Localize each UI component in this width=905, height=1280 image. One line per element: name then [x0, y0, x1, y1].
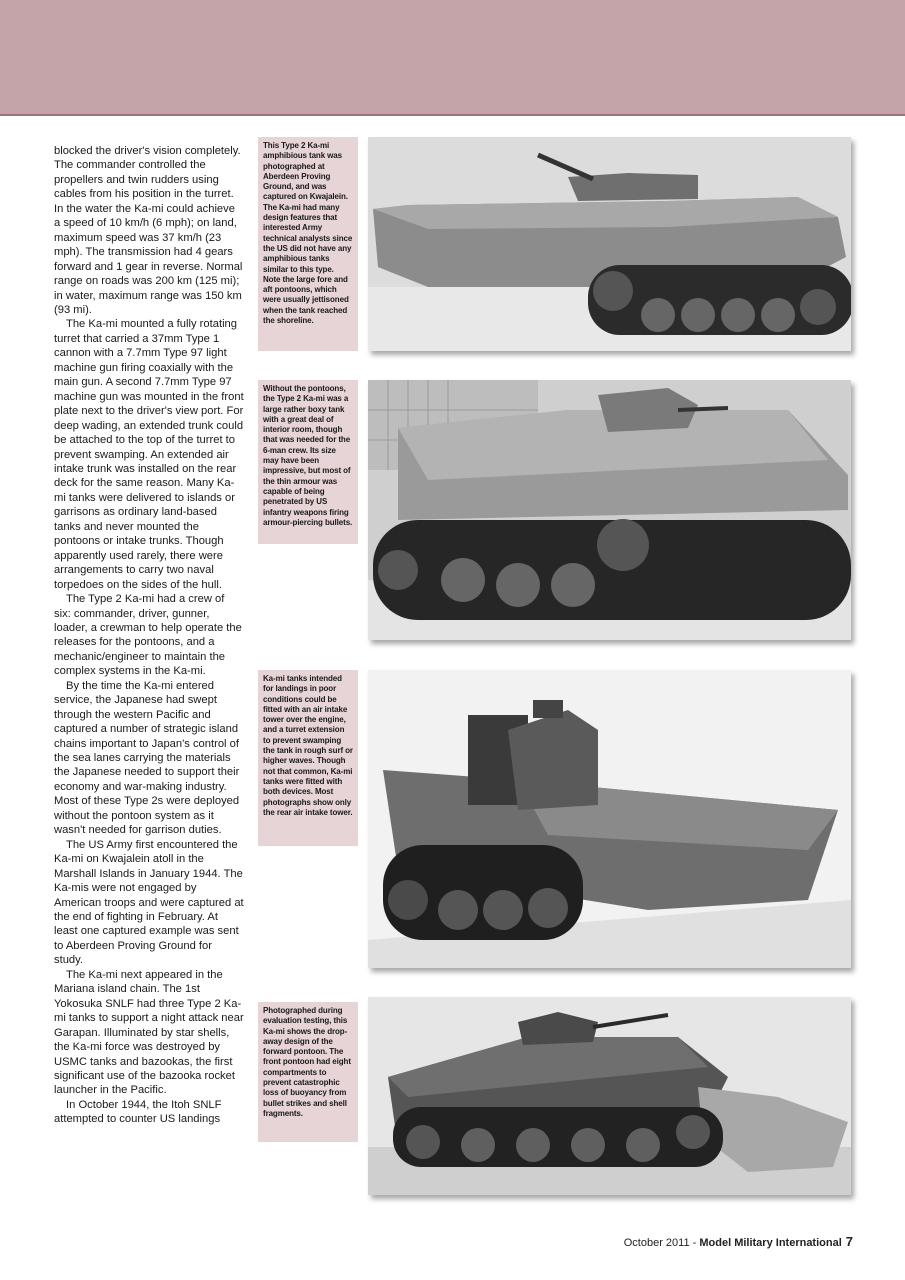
photo-caption-4: Photographed during evaluation testing, this Ka-mi shows the drop-away design of the forward pontoon. The front pontoon had eight compartments to prevent catastrophic loss of buoyancy from bullet strikes and shell fragments.	[258, 1002, 358, 1142]
body-paragraph: The Ka-mi mounted a fully rotating turret that carried a 37mm Type 1 cannon with a 7.7mm Type 97 light machine gun firing coaxially with the main gun. A second 7.7mm Type 97 machine gun was mounted in the front plate next to the driver's view port. For deep wading, an extended trunk could be attached to the top of the turret to prevent swamping. An extended air intake trunk was installed on the rear deck for the same reason. Many Ka-mi tanks were delivered to islands or garrisons as ordinary land-based tanks and never mounted the pontoons or intake trunks. Though apparently used rarely, there were arrangements to carry two naval torpedoes on the sides of the hull.	[54, 318, 244, 591]
header-band	[0, 0, 905, 116]
footer-issue: October 2011 -	[623, 1237, 700, 1249]
body-text-column	[54, 144, 244, 1127]
page-footer	[624, 1234, 853, 1249]
tank-photo-4	[368, 997, 851, 1195]
tank-photo-1	[368, 137, 851, 351]
body-paragraph: The US Army first encountered the Ka-mi on Kwajalein atoll in the Marshall Islands in January 1944. The Ka-mis were not engaged by American troops and were captured at the end of fighting in February. At least one captured example was sent to Aberdeen Proving Ground for study.	[54, 838, 244, 967]
body-paragraph: By the time the Ka-mi entered service, the Japanese had swept through the western Pacific and captured a number of strategic island chains important to Japan's control of the sea lanes carrying the materials the Japanese needed to support their economy and war-making industry. Most of these Type 2s were deployed without the pontoon system as it wasn't needed for garrison duties.	[54, 679, 240, 837]
photo-caption-3: Ka-mi tanks intended for landings in poor conditions could be fitted with an air intake tower over the engine, and a turret extension to prevent swamping the tank in rough surf or higher waves. Though not that common, Ka-mi tanks were fitted with both devices. Most photographs show only the rear air intake tower.	[258, 670, 358, 846]
tank-photo-3	[368, 670, 851, 968]
tank-photo-2	[368, 380, 851, 640]
body-paragraph: The Ka-mi next appeared in the Mariana island chain. The 1st Yokosuka SNLF had three Type 2 Ka-mi tanks to support a night attack near Garapan. Illuminated by star shells, the Ka-mi force was destroyed by USMC tanks and bazookas, the first significant use of the bazooka rocket launcher in the Pacific.	[54, 968, 244, 1097]
photo-caption-2: Without the pontoons, the Type 2 Ka-mi was a large rather boxy tank with a great deal of interior room, though that was needed for the 6-man crew. Its size may have been impressive, but most of the thin armour was capable of being penetrated by US infantry weapons firing armour-piercing bullets.	[258, 380, 358, 544]
page-number: 7	[845, 1234, 853, 1249]
body-paragraph: blocked the driver's vision completely. The commander controlled the propellers and twin rudders using cables from his position in the turret. In the water the Ka-mi could achieve a speed of 10 km/h (6 mph); on land, maximum speed was 37 km/h (23 mph). The transmission had 4 gears forward and 1 gear in reverse. Normal range on roads was 200 km (125 mi); in water, maximum range was 150 km (93 mi).	[54, 145, 243, 316]
photo-caption-1: This Type 2 Ka-mi amphibious tank was photographed at Aberdeen Proving Ground, and was captured on Kwajalein. The Ka-mi had many design features that interested Army technical analysts since the US did not have any amphibious tanks similar to this type. Note the large fore and aft pontoons, which were usually jettisoned when the tank reached the shoreline.	[258, 137, 358, 351]
body-paragraph: In October 1944, the Itoh SNLF attempted to counter US landings	[54, 1098, 222, 1126]
footer-magazine-title: Model Military International	[699, 1237, 842, 1249]
body-paragraph: The Type 2 Ka-mi had a crew of six: commander, driver, gunner, loader, a crewman to help operate the releases for the pontoons, and a mechanic/engineer to maintain the complex systems in the Ka-mi.	[54, 593, 242, 678]
